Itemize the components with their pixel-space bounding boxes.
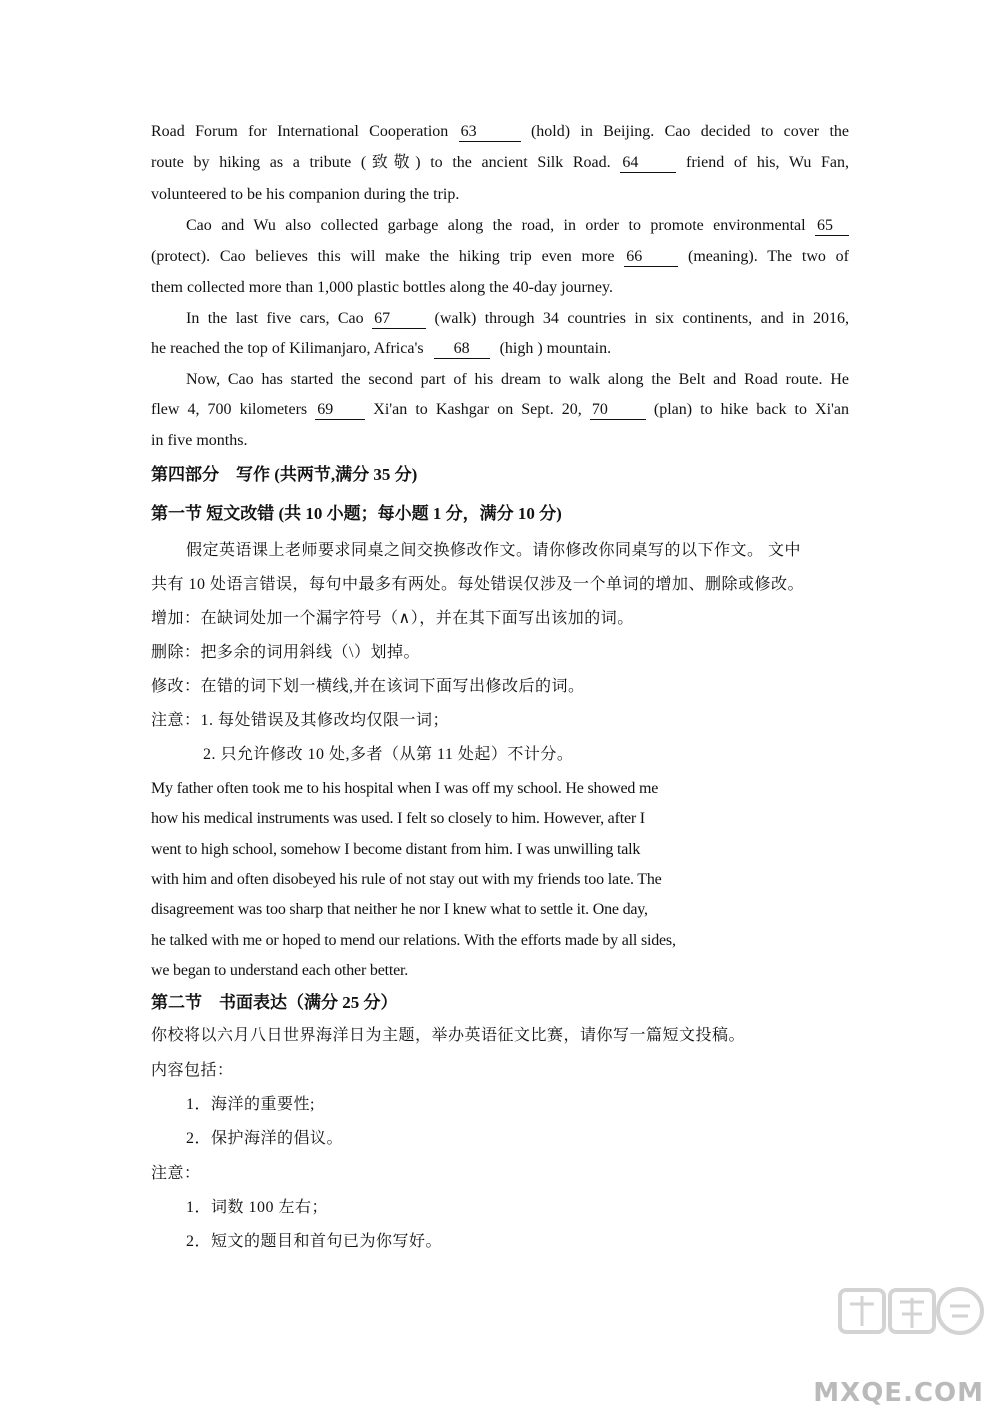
instruction-line-1: 假定英语课上老师要求同桌之间交换修改作文。请你修改你同桌写的以下作文。 文中 xyxy=(186,542,802,559)
note-2: 2. 只允许修改 10 处,多者（从第 11 处起）不计分。 xyxy=(203,746,574,763)
blank-67: 67 xyxy=(372,311,426,329)
blank-70: 70 xyxy=(590,402,646,420)
passage-text: (high ) mountain. xyxy=(499,340,612,357)
watermark-logo-icon xyxy=(838,1284,988,1374)
notes-item-1: 1．词数 100 左右； xyxy=(186,1199,329,1216)
section1-title: 第一节 短文改错 (共 10 小题；每小题 1 分，满分 10 分) xyxy=(151,504,562,523)
blank-63: 63 xyxy=(459,124,521,142)
notes-item-2: 2．短文的题目和首句已为你写好。 xyxy=(186,1233,443,1250)
passage-text: friend of his, Wu Fan, xyxy=(686,154,850,171)
essay-line: with him and often disobeyed his rule of not stay out with my friends too late. The xyxy=(151,871,662,888)
passage-text: In the last five cars, Cao xyxy=(186,310,364,327)
watermark-text: MXQE.COM xyxy=(813,1378,984,1408)
blank-69: 69 xyxy=(315,402,365,420)
content-label: 内容包括： xyxy=(151,1062,234,1079)
essay-line: disagreement was too sharp that neither he nor I knew what to settle it. One day, xyxy=(151,901,648,918)
passage-text: route by hiking as a tribute (致敬) to the ancient Silk Road. xyxy=(151,154,611,171)
note-1: 注意：1. 每处错误及其修改均仅限一词； xyxy=(151,712,450,729)
essay-line: he talked with me or hoped to mend our relations. With the efforts made by all sides, xyxy=(151,932,676,949)
passage-text: Road Forum for International Cooperation xyxy=(151,123,449,140)
passage-line-6: them collected more than 1,000 plastic bottles along the 40-day journey. xyxy=(151,279,613,296)
passage-text: (walk) through 34 countries in six continents, and in 2016, xyxy=(434,310,850,327)
passage-line-5 xyxy=(151,249,849,267)
essay-line: we began to understand each other better. xyxy=(151,962,409,979)
essay-line: how his medical instruments was used. I felt so closely to him. However, after I xyxy=(151,810,645,827)
blank-65: 65 xyxy=(815,218,849,236)
passage-text: flew 4, 700 kilometers xyxy=(151,401,308,418)
passage-text: Xi'an to Kashgar on Sept. 20, xyxy=(373,401,582,418)
passage-text: (plan) to hike back to Xi'an xyxy=(653,401,850,418)
instruction-delete: 删除：把多余的词用斜线（\）划掉。 xyxy=(151,644,420,661)
passage-text: (hold) in Beijing. Cao decided to cover the xyxy=(530,123,850,140)
passage-line-11: in five months. xyxy=(151,432,248,449)
passage-line-1 xyxy=(151,124,849,142)
blank-66: 66 xyxy=(624,249,678,267)
instruction-add: 增加：在缺词处加一个漏字符号（∧），并在其下面写出该加的词。 xyxy=(151,610,634,627)
passage-line-10 xyxy=(151,402,849,420)
blank-68: 68 xyxy=(434,341,490,359)
section2-title: 第二节 书面表达（满分 25 分） xyxy=(151,993,398,1012)
passage-text: (meaning). The two of xyxy=(688,248,849,265)
passage-line-4 xyxy=(186,218,849,236)
passage-text: he reached the top of Kilimanjaro, Africa's xyxy=(151,340,424,357)
part4-title: 第四部分 写作 (共两节,满分 35 分) xyxy=(151,465,418,484)
essay-line: went to high school, somehow I become distant from him. I was unwilling talk xyxy=(151,841,641,858)
passage-line-2 xyxy=(151,155,849,173)
content-item-2: 2．保护海洋的倡议。 xyxy=(186,1130,344,1147)
essay-line: My father often took me to his hospital when I was off my school. He showed me xyxy=(151,780,659,797)
passage-line-9: Now, Cao has started the second part of his dream to walk along the Belt and Road route. He xyxy=(186,371,849,388)
writing-prompt: 你校将以六月八日世界海洋日为主题，举办英语征文比赛，请你写一篇短文投稿。 xyxy=(151,1027,746,1044)
passage-line-3: volunteered to be his companion during the trip. xyxy=(151,186,460,203)
content-item-1: 1．海洋的重要性; xyxy=(186,1096,315,1113)
passage-line-7 xyxy=(186,311,849,329)
instruction-line-2: 共有 10 处语言错误，每句中最多有两处。每处错误仅涉及一个单词的增加、删除或修改。 xyxy=(151,576,805,593)
passage-text: Cao and Wu also collected garbage along the road, in order to promote environmental xyxy=(186,217,806,234)
passage-text: (protect). Cao believes this will make the hiking trip even more xyxy=(151,248,615,265)
passage-line-8 xyxy=(151,341,611,359)
notes-label: 注意： xyxy=(151,1165,201,1182)
blank-64: 64 xyxy=(620,155,676,173)
instruction-modify: 修改：在错的词下划一横线,并在该词下面写出修改后的词。 xyxy=(151,678,585,695)
